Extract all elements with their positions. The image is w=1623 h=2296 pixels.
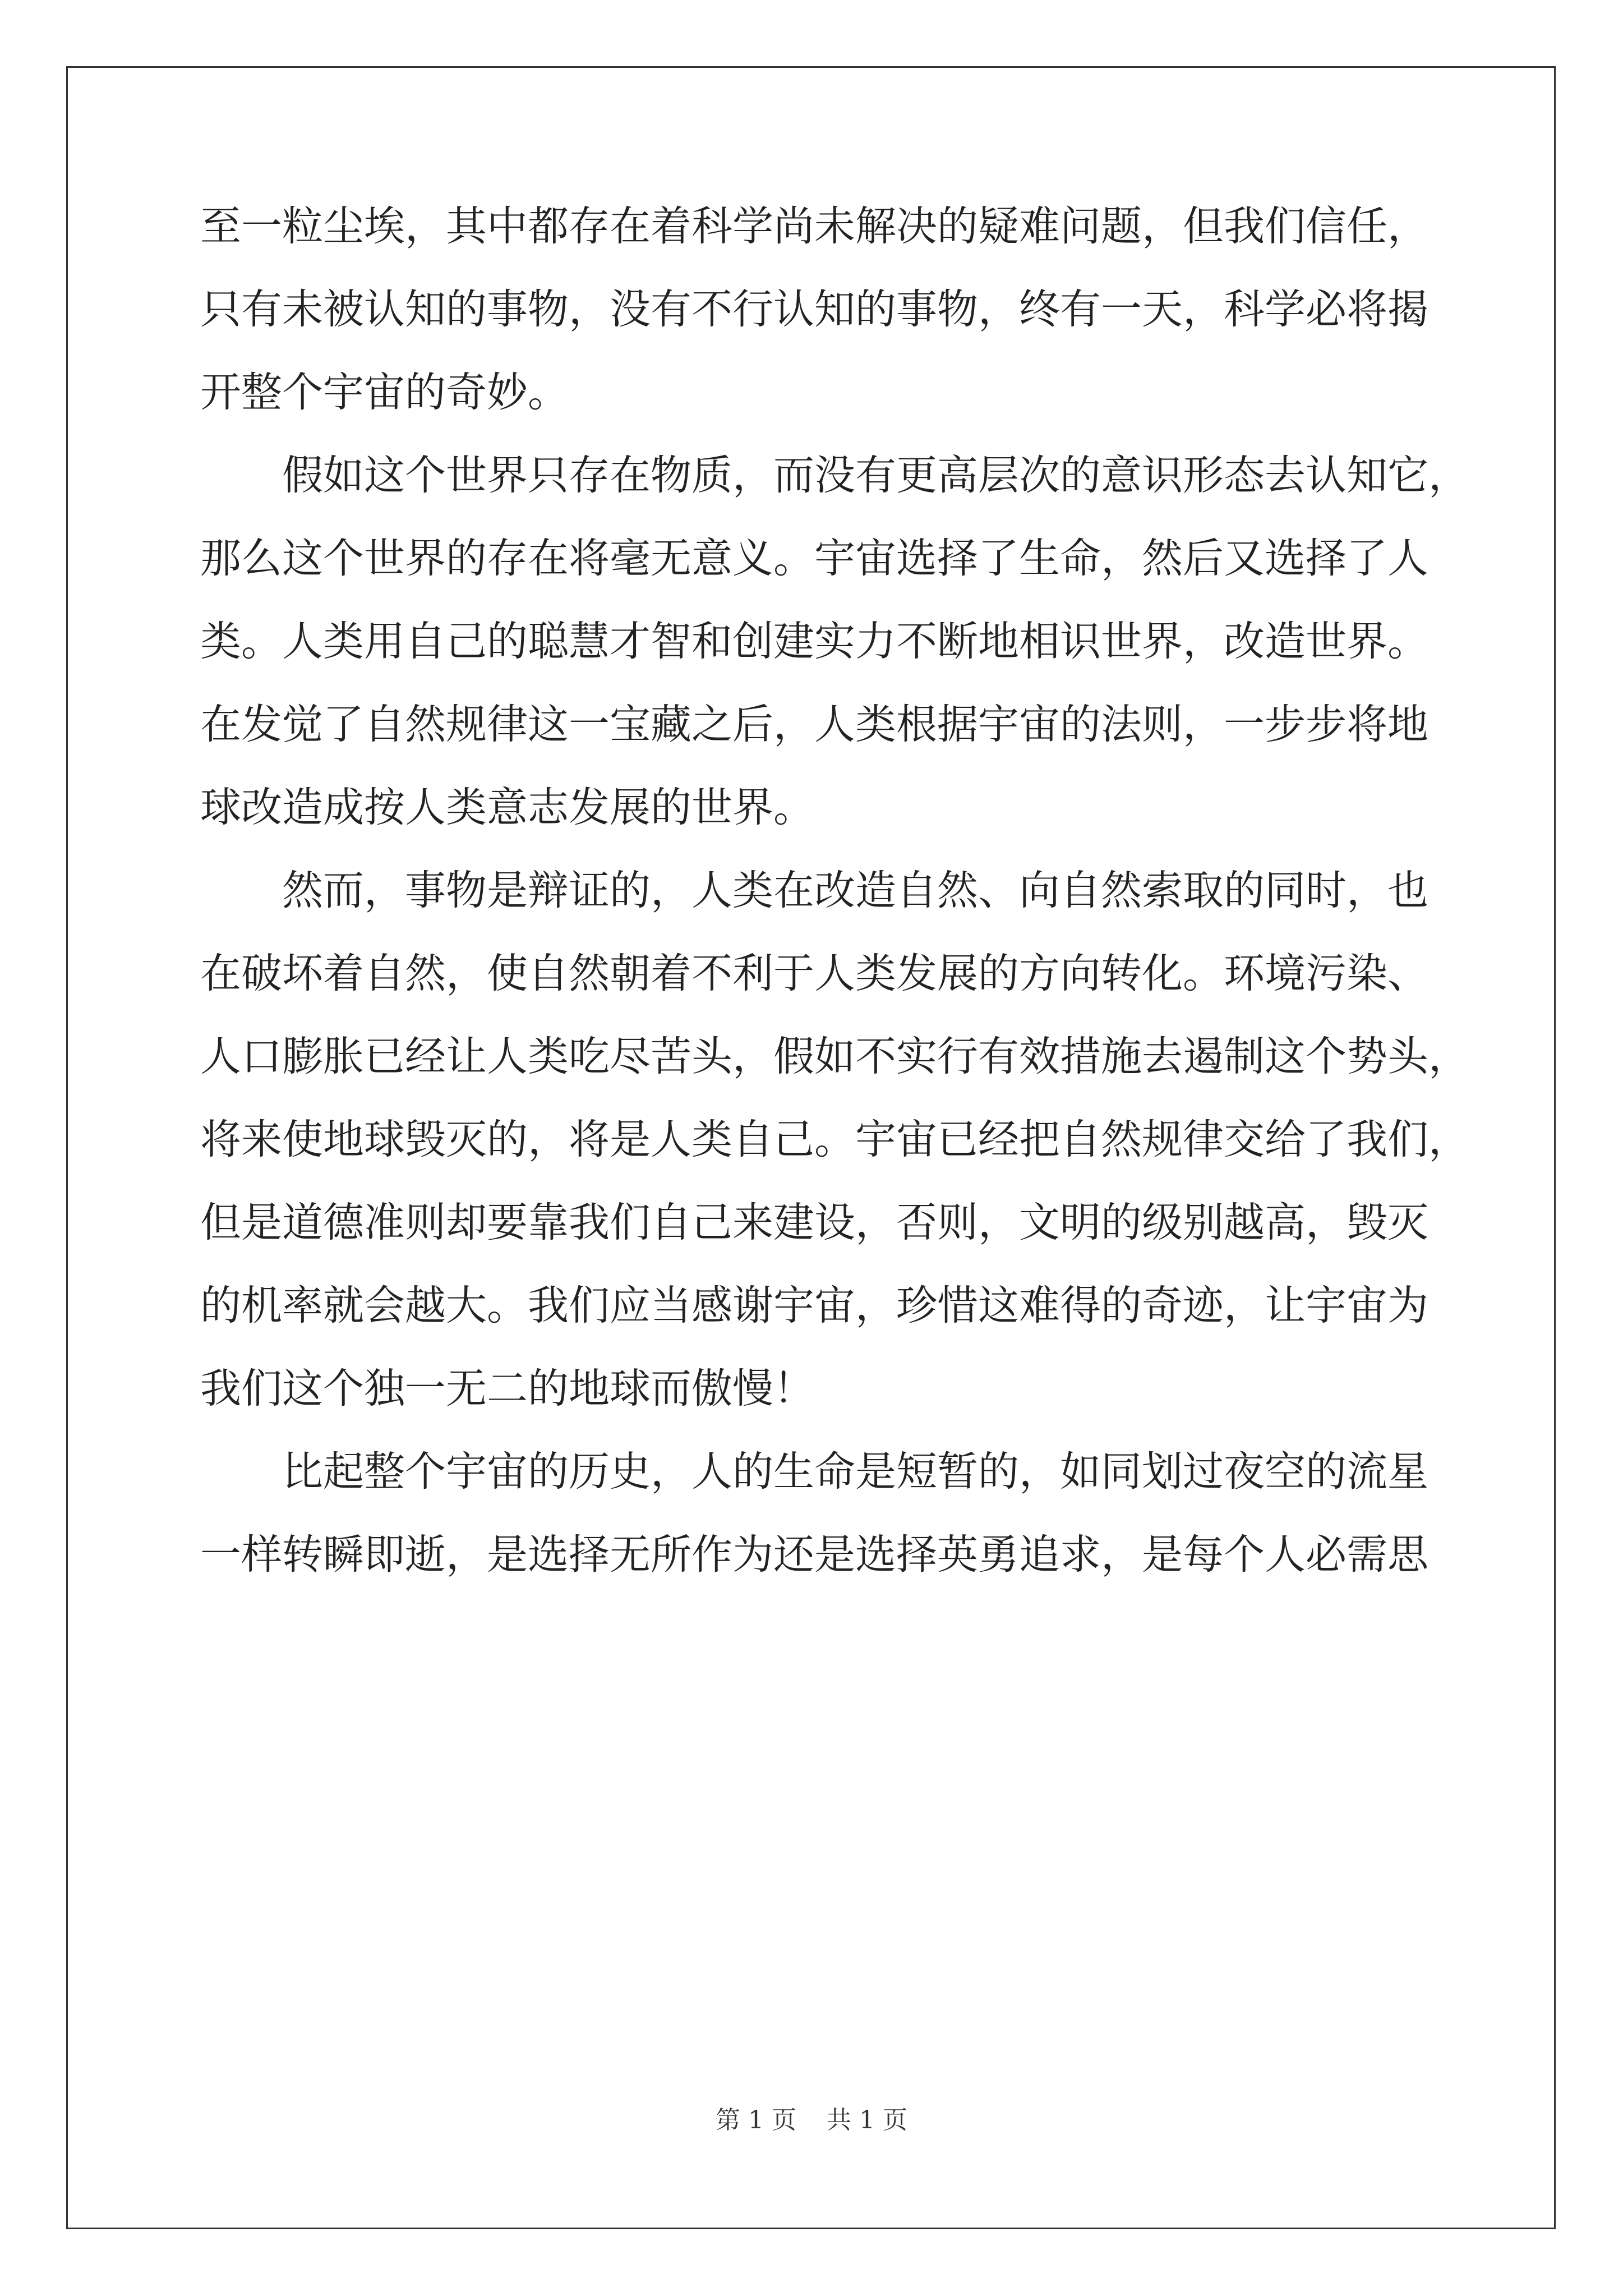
text-line: 那么这个世界的存在将毫无意义。宇宙选择了生命，然后又选择了人 [200, 535, 1428, 582]
text-line: 类。人类用自己的聪慧才智和创建实力不断地相识世界，改造世界。 [200, 618, 1428, 665]
text-line: 在破坏着自然，使自然朝着不利于人类发展的方向转化。环境污染、 [200, 950, 1428, 997]
text-line: 一样转瞬即逝，是选择无所作为还是选择英勇追求，是每个人必需思 [200, 1531, 1428, 1579]
text-line: 至一粒尘埃，其中都存在着科学尚未解决的疑难问题，但我们信任， [200, 203, 1428, 250]
page-footer [0, 2104, 1623, 2137]
text-line: 在发觉了自然规律这一宝藏之后，人类根据宇宙的法则，一步步将地 [200, 701, 1428, 748]
text-line: 比起整个宇宙的历史，人的生命是短暂的，如同划过夜空的流星 [200, 1448, 1428, 1496]
text-line: 将来使地球毁灭的，将是人类自己。宇宙已经把自然规律交给了我们， [200, 1116, 1469, 1163]
text-line: 然而，事物是辩证的，人类在改造自然、向自然索取的同时，也 [200, 867, 1428, 914]
text-line: 球改造成按人类意志发展的世界。 [200, 784, 814, 831]
text-line: 假如这个世界只存在物质，而没有更高层次的意识形态去认知它， [200, 452, 1469, 499]
text-line: 开整个宇宙的奇妙。 [200, 369, 569, 416]
document-body [200, 185, 1469, 1596]
text-line: 但是道德准则却要靠我们自己来建设，否则，文明的级别越高，毁灭 [200, 1199, 1428, 1246]
text-line: 只有未被认知的事物，没有不行认知的事物，终有一天，科学必将揭 [200, 286, 1428, 333]
text-line: 人口膨胀已经让人类吃尽苦头，假如不实行有效措施去遏制这个势头， [200, 1033, 1469, 1080]
text-line: 我们这个独一无二的地球而傲慢！ [200, 1365, 814, 1412]
page-total: 共 1 页 [827, 2106, 907, 2134]
text-line: 的机率就会越大。我们应当感谢宇宙，珍惜这难得的奇迹，让宇宙为 [200, 1282, 1428, 1329]
page-number: 第 1 页 [716, 2106, 796, 2134]
